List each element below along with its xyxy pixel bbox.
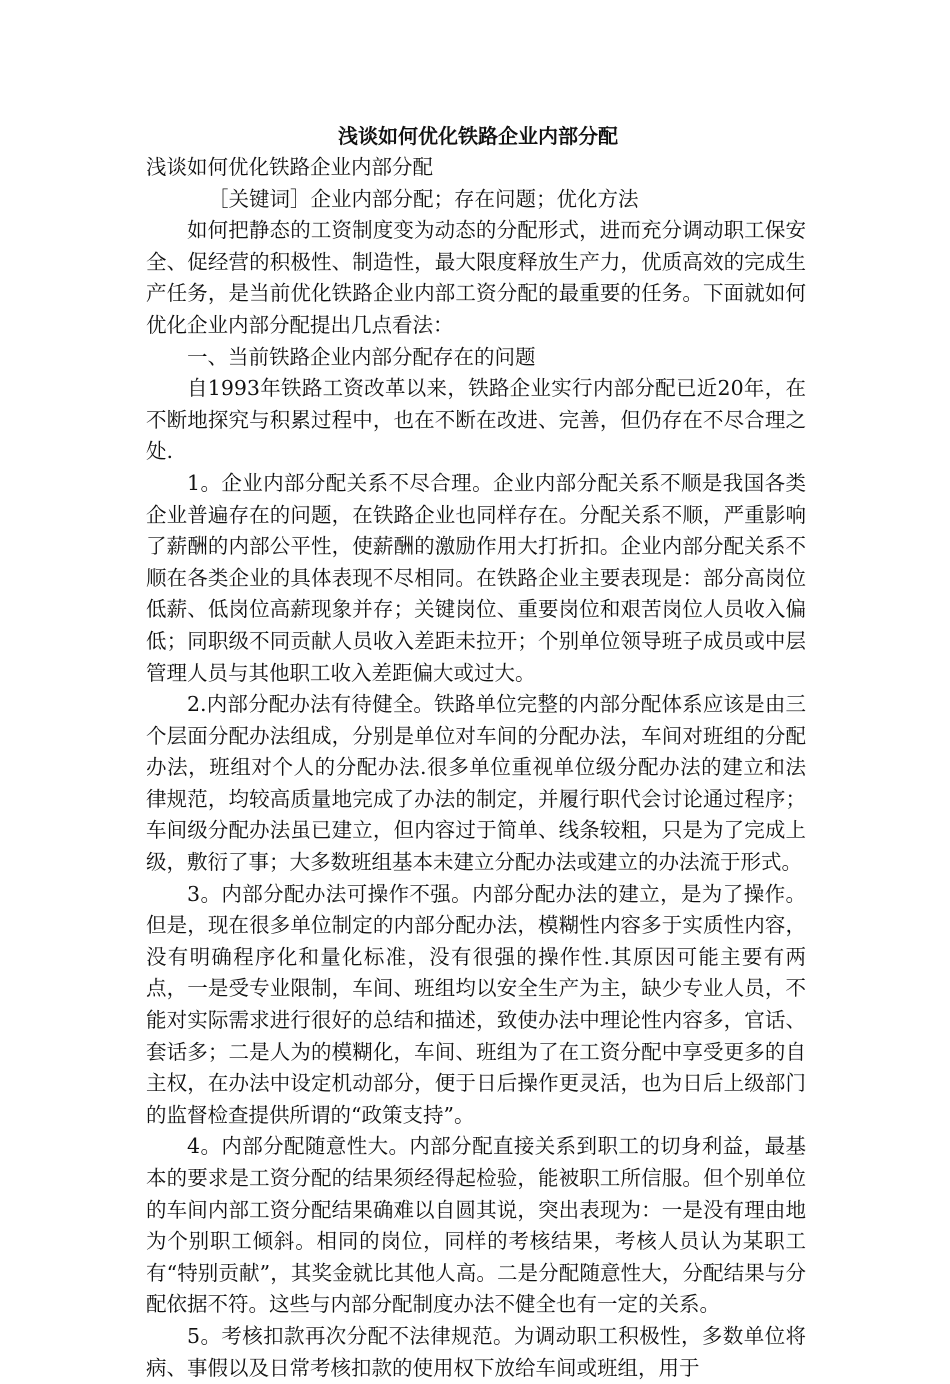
paragraph-intro: 如何把静态的工资制度变为动态的分配形式，进而充分调动职工保安全、促经营的积极性、制造性，最大限度释放生产力，优质高效的完成生产任务，是当前优化铁路企业内部工资分配的最重要的任务。下面就如何优化企业内部分配提出几点看法： [146,218,806,337]
section-heading: 一、当前铁路企业内部分配存在的问题 [187,344,536,369]
paragraph-point-5: 5。考核扣款再次分配不法律规范。为调动职工积极性，多数单位将病、事假以及日常考核扣款的使用权下放给车间或班组，用于 [146,1323,806,1380]
document-title: 浅谈如何优化铁路企业内部分配 [338,124,618,148]
paragraph-point-2: 2.内部分配办法有待健全。铁路单位完整的内部分配体系应该是由三个层面分配办法组成，分别是单位对车间的分配办法，车间对班组的分配办法，班组对个人的分配办法.很多单位重视单位级分配办法的建立和法律规范，均较高质量地完成了办法的制定，并履行职代会讨论通过程序；车间级分配办法虽已建立，但内容过于简单、线条较粗，只是为了完成上级，敷衍了事；大多数班组基本未建立分配办法或建立的办法流于形式。 [146,692,806,875]
paragraph-point-4: 4。内部分配随意性大。内部分配直接关系到职工的切身利益，最基本的要求是工资分配的结果须经得起检验，能被职工所信服。但个别单位的车间内部工资分配结果确难以自圆其说，突出表现为：一是没有理由地为个别职工倾斜。相同的岗位，同样的考核结果，考核人员认为某职工有“特别贡献”，其奖金就比其他人高。二是分配随意性大，分配结果与分配依据不符。这些与内部分配制度办法不健全也有一定的关系。 [146,1134,806,1317]
keywords-line: ［关键词］企业内部分配；存在问题；优化方法 [208,186,639,211]
document-page [146,120,806,1384]
document-subtitle: 浅谈如何优化铁路企业内部分配 [146,155,433,179]
paragraph-point-1: 1。企业内部分配关系不尽合理。企业内部分配关系不顺是我国各类企业普遍存在的问题，在铁路企业也同样存在。分配关系不顺，严重影响了薪酬的内部公平性，使薪酬的激励作用大打折扣。企业内部分配关系不顺在各类企业的具体表现不尽相同。在铁路企业主要表现是：部分高岗位低薪、低岗位高薪现象并存；关键岗位、重要岗位和艰苦岗位人员收入偏低；同职级不同贡献人员收入差距未拉开；个别单位领导班子成员或中层管理人员与其他职工收入差距偏大或过大。 [146,470,806,685]
paragraph-background: 自1993年铁路工资改革以来，铁路企业实行内部分配已近20年，在不断地探究与积累过程中，也在不断在改进、完善，但仍存在不尽合理之处. [146,376,806,464]
paragraph-point-3: 3。内部分配办法可操作不强。内部分配办法的建立，是为了操作。但是，现在很多单位制定的内部分配办法，模糊性内容多于实质性内容，没有明确程序化和量化标准，没有很强的操作性.其原因可能主要有两点，一是受专业限制，车间、班组均以安全生产为主，缺少专业人员，不能对实际需求进行很好的总结和描述，致使办法中理论性内容多，官话、套话多；二是人为的模糊化，车间、班组为了在工资分配中享受更多的自主权，在办法中设定机动部分，便于日后操作更灵活，也为日后上级部门的监督检查提供所谓的“政策支持”。 [146,881,806,1127]
